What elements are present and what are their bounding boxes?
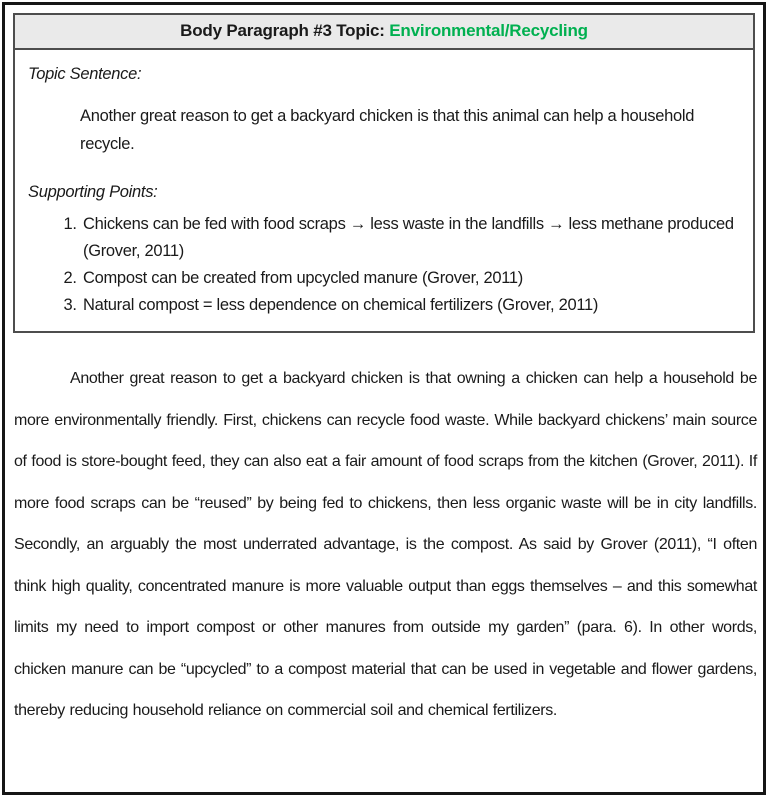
topic-sentence-label: Topic Sentence: — [28, 65, 142, 83]
outline-box-header — [15, 15, 753, 50]
body-paragraph: Another great reason to get a backyard chicken is that owning a chicken can help a household be more environmentally friendly. First, chickens can recycle food waste. While backyard chickens’ main source of food is store-bought feed, they can also eat a fair amount of food scraps from the kitchen (Grover, 2011). If more food scraps can be “reused” by being fed to chickens, then less organic waste will be in city landfills. Secondly, an arguably the most underrated advantage, is the compost. As said by Grover (2011), “I often think high quality, concentrated manure is more valuable output than eggs themselves – and this somewhat limits my need to import compost or other manures from outside my garden” (para. 6). In other words, chicken manure can be “upcycled” to a compost material that can be used in vegetable and flower gardens, thereby reducing household reliance on commercial soil and chemical fertilizers. — [14, 370, 757, 719]
document-page — [2, 2, 766, 795]
supporting-point: 1. Chickens can be fed with food scraps → less waste in the landfills → less methane produced (Grover, 2011) — [81, 211, 739, 265]
supporting-points-label: Supporting Points: — [28, 183, 158, 201]
header-title-prefix: Body Paragraph #3 Topic: — [180, 21, 390, 40]
header-topic: Environmental/Recycling — [389, 21, 588, 40]
supporting-point: 2. Compost can be created from upcycled manure (Grover, 2011) — [81, 265, 739, 292]
topic-sentence-text: Another great reason to get a backyard chicken is that this animal can help a household recycle. — [80, 107, 695, 153]
outline-box — [13, 13, 755, 333]
outline-box-body — [15, 50, 753, 331]
supporting-points-list — [28, 211, 739, 319]
supporting-point: 3. Natural compost = less dependence on chemical fertilizers (Grover, 2011) — [81, 292, 739, 319]
